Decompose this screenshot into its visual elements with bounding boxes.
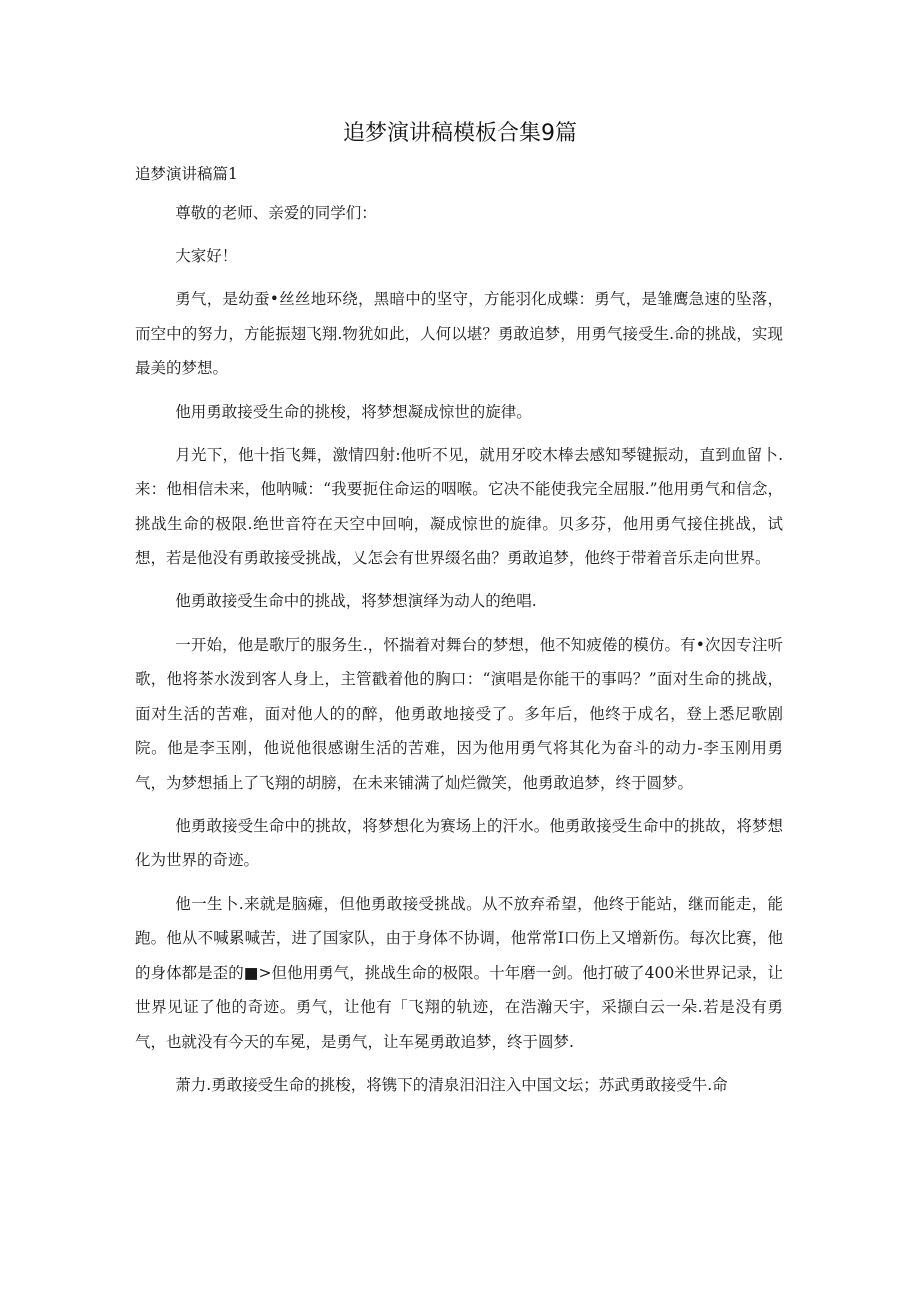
paragraph-hello: 大家好！ (175, 247, 238, 266)
section-heading: 追梦演讲稿篇1 (135, 165, 238, 183)
paragraph: 萧力.勇敢接受生命的挑梭，将镌下的清泉汨汨注入中国文坛；苏武勇敢接受牛.命 (175, 1075, 728, 1094)
paragraph: 他勇敢接受生命中的挑故，将梦想化为赛场上的汗水。他勇敢接受生命中的挑故，将梦想化为世界的奇迹。 (135, 816, 783, 870)
paragraph: 他用勇敢接受生命的挑梭，将梦想凝成惊世的旋律。 (175, 402, 532, 421)
paragraph-greeting: 尊敬的老师、亲爱的同学们： (175, 204, 377, 222)
paragraph: 一开始，他是歌厅的服务生.，怀揣着对舞台的梦想，他不知疲倦的模仿。有•次因专注听歌，他将茶水泼到客人身上，主管戳着他的胸口：“演唱是你能干的事吗？”面对生命的挑战，面对生活的苦难，面对他人的的醉，他勇敢地接受了。多年后，他终于成名，登上悉尼歌剧院。他是李玉刚，他说他很感谢生活的苦难，因为他用勇气将其化为奋斗的动力-李玉刚用勇气，为梦想插上了飞翔的胡膀，在未来铺满了灿烂微笑，他勇敢追梦，终于圆梦。 (135, 635, 783, 792)
paragraph: 他一生卜.来就是脑瘫，但他勇敢接受挑战。从不放弃希望，他终于能站，继而能走，能跑。他从不喊累喊苦，进了国家队，由于身体不协调，他常常I口伤上又增新伤。每次比赛，他的身体都是歪的■>但他用勇气，挑战生命的极限。十年磨一剑。他打破了400米世界记录，让世界见证了他的奇迹。勇气，让他有「飞翔的轨迹，在浩瀚天宇，采撷白云一朵.若是没有勇气，也就没有今天的车冕，是勇气，让车冕勇敢追梦，终于圆梦. (135, 894, 783, 1051)
paragraph: 月光下，他十指飞舞，激情四射:他听不见，就用牙咬木棒去感知琴键振动，直到血留卜.来：他相信未来，他呐喊：“我要扼住命运的咽喉。它决不能使我完全屈服.”他用勇气和信念，挑战生命的极限.绝世音符在天空中回响，凝成惊世的旋律。贝多芬，他用勇气接住挑战，试想，若是他没有勇敢接受挑战，乂怎会有世界缀名曲？勇敢追梦，他终于带着音乐走向世界。 (135, 445, 783, 568)
document-title: 追梦演讲稿模板合集9篇 (343, 121, 577, 146)
document-body (135, 196, 783, 1111)
paragraph: 他勇敢接受生命中的挑战，将梦想演绎为动人的绝唱. (175, 592, 537, 611)
paragraph: 勇气，是幼蚕•丝丝地环绕，黑暗中的坚守，方能羽化成蝶：勇气，是雏鹰急速的坠落，而空中的努力，方能振翅飞翔.物犹如此，人何以堪？勇敢追梦，用勇气接受生.命的挑战，实现最美的梦想。 (135, 290, 783, 378)
